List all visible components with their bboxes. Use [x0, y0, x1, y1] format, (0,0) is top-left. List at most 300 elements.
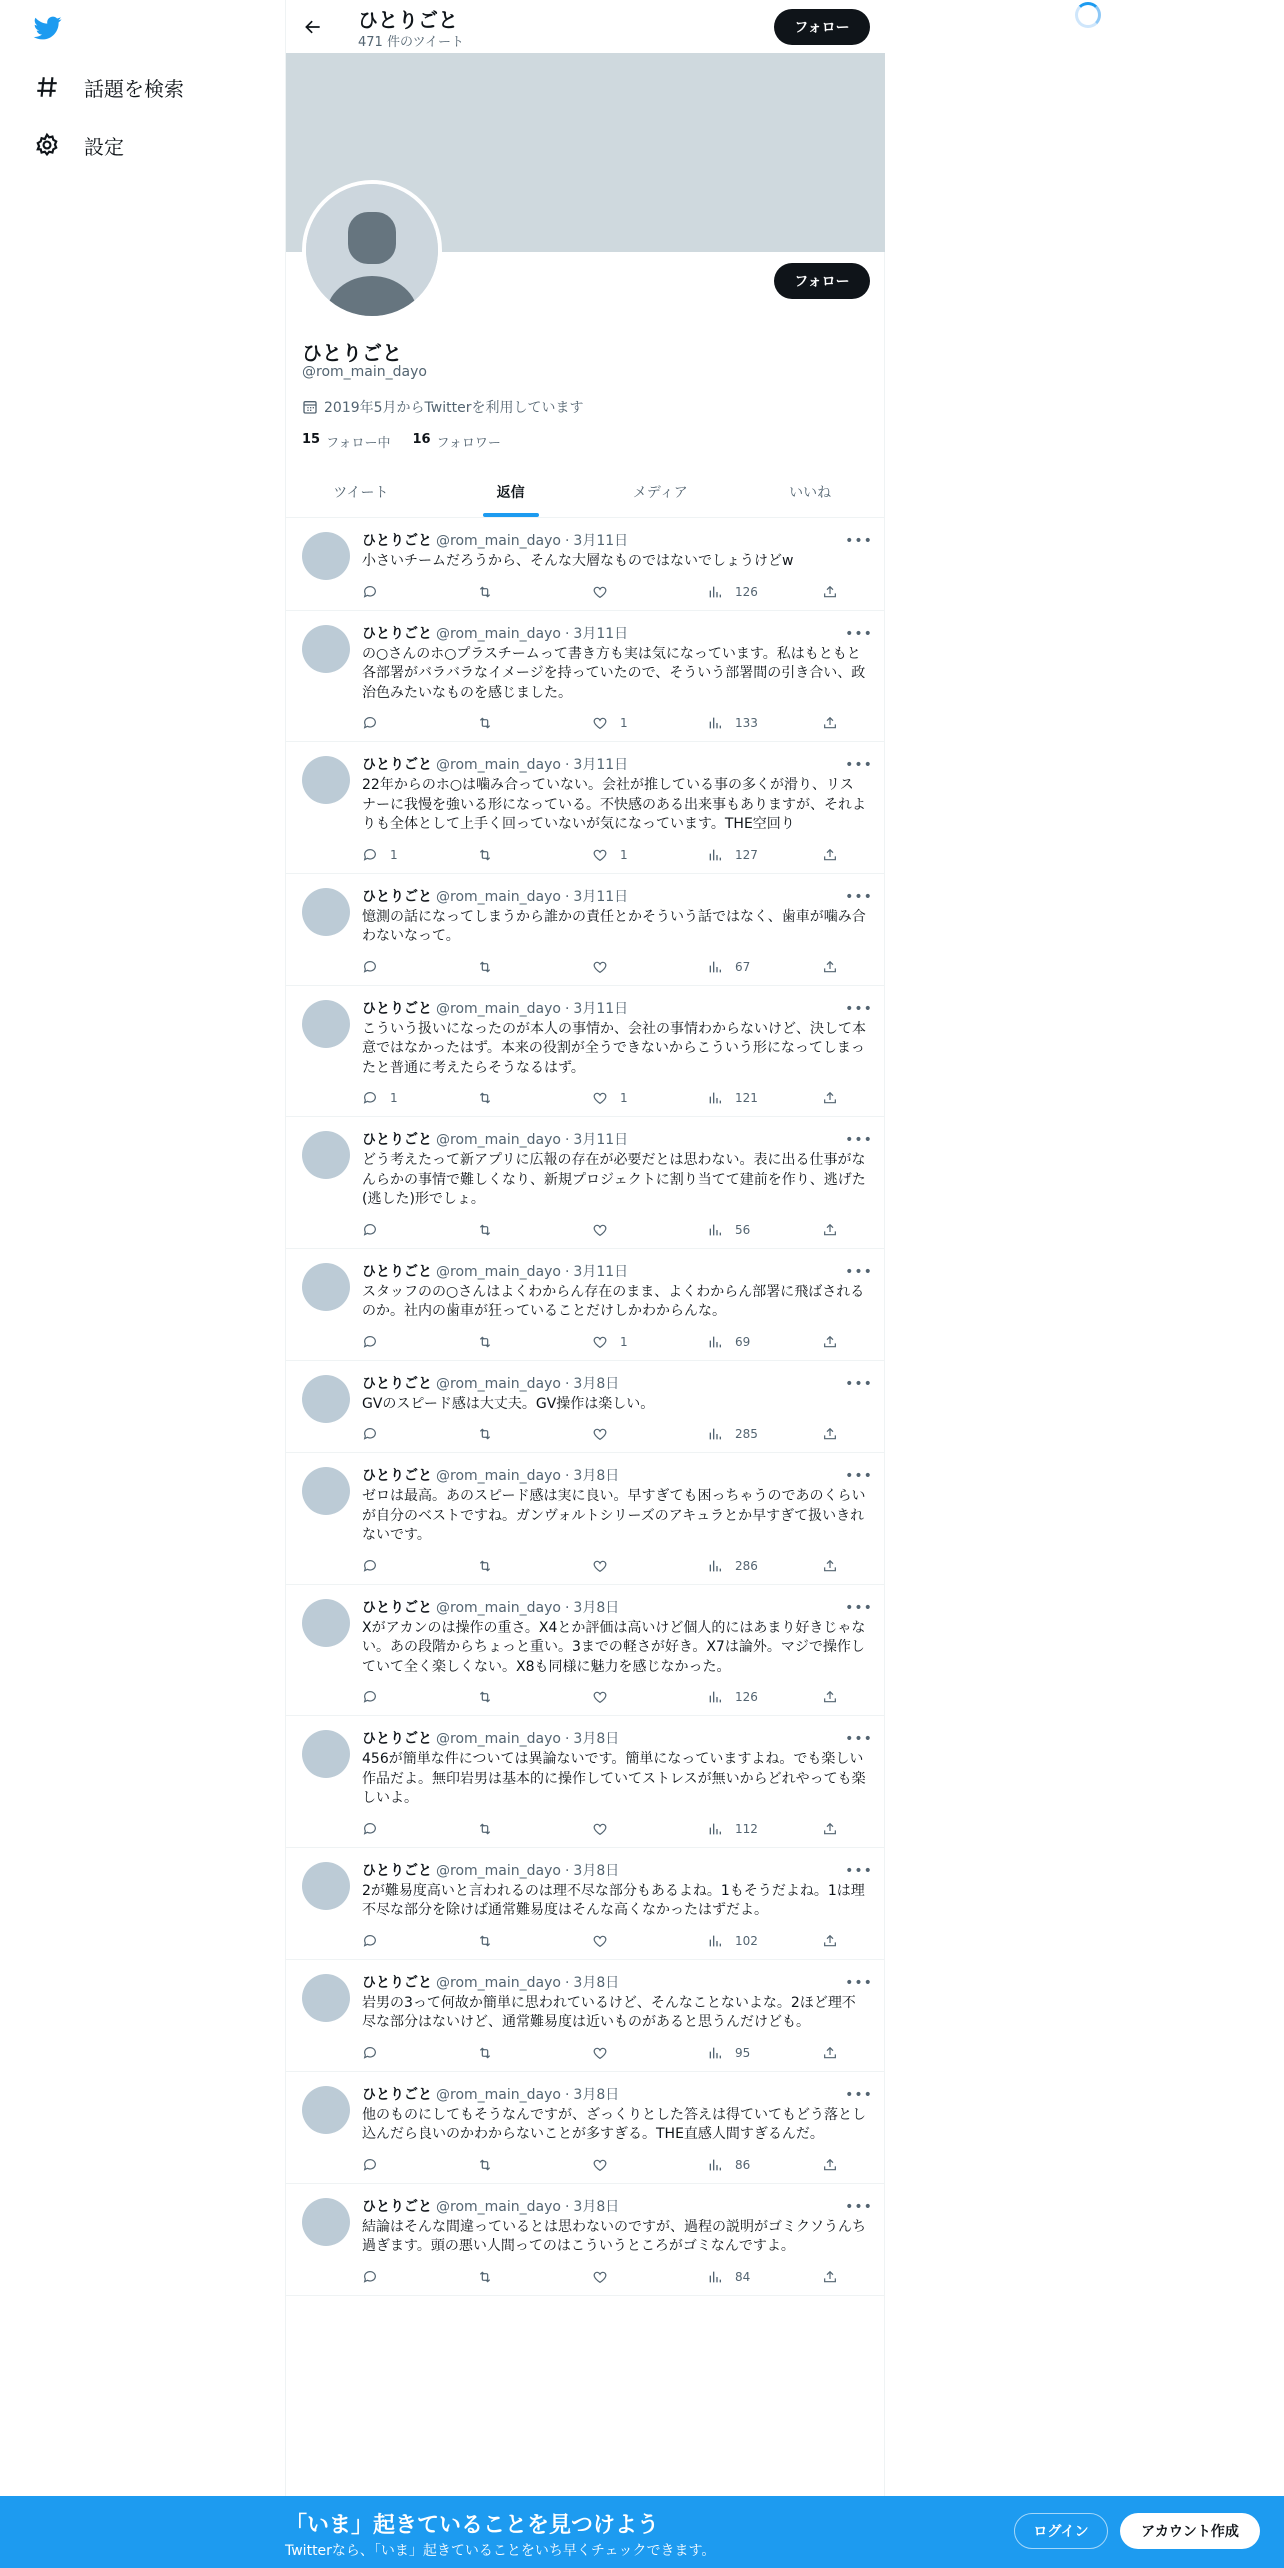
tweet-avatar[interactable] [302, 625, 350, 673]
tweet-date[interactable]: 3月11日 [573, 625, 629, 642]
retweet-button[interactable] [477, 1426, 592, 1442]
reply-button[interactable] [362, 2157, 477, 2173]
share-button[interactable] [822, 2269, 852, 2285]
profile-header-bar [286, 0, 885, 53]
back-button[interactable] [296, 10, 330, 44]
tweet-text: 22年からのホ○は噛み合っていない。会社が推している事の多くが滑り、リスナーに我慢を強いる形になっている。不快感のある出来事もありますが、それよりも全体として上手く回っていないが気になっています。THE空回り [362, 777, 866, 832]
heart-icon [592, 847, 608, 863]
tweet-avatar[interactable] [302, 1375, 350, 1423]
tweet[interactable] [286, 742, 885, 874]
view-count: 56 [735, 1222, 751, 1237]
share-button[interactable] [822, 1334, 852, 1350]
like-button[interactable] [592, 715, 707, 731]
tweet-author-name[interactable]: ひとりごと [362, 1000, 432, 1017]
share-button[interactable] [822, 715, 852, 731]
bar-chart-icon [707, 847, 723, 863]
more-options-icon[interactable]: ••• [845, 1599, 873, 1616]
retweet-button[interactable] [477, 2269, 592, 2285]
heart-icon [592, 2157, 608, 2173]
bar-chart-icon [707, 959, 723, 975]
tweet-dot: · [564, 1862, 570, 1879]
retweet-button[interactable] [477, 2045, 592, 2061]
reply-icon [362, 1222, 378, 1238]
tweet-text: Xがアカンのは操作の重さ。X4とか評価は高いけど個人的にはあまり好きじゃない。あの段階からちょっと重い。3までの軽さが好き。X7は論外。マジで操作していて全く楽しくない。X8も同様に魅力を感じなかった。 [362, 1619, 866, 1675]
share-icon [822, 2269, 838, 2285]
share-button[interactable] [822, 959, 852, 975]
followers-link[interactable] [412, 432, 500, 451]
share-button[interactable] [822, 1933, 852, 1949]
share-icon [822, 1558, 838, 1574]
tweet-dot: · [564, 888, 570, 905]
share-button[interactable] [822, 1090, 852, 1106]
retweet-button[interactable] [477, 715, 592, 731]
bar-chart-icon [707, 2157, 723, 2173]
tweet-author-name[interactable]: ひとりごと [362, 888, 432, 905]
views-button[interactable] [707, 1334, 822, 1350]
tab-media[interactable]: メディア [632, 484, 688, 501]
share-icon [822, 584, 838, 600]
signup-prompt-subtitle: Twitterなら、「いま」起きていることをいち早くチェックできます。 [285, 2543, 716, 2559]
bar-chart-icon [707, 2269, 723, 2285]
twitter-bird-icon[interactable] [32, 14, 64, 42]
tweet-header [362, 1599, 873, 1617]
tweet[interactable] [286, 611, 885, 743]
views-button[interactable] [707, 959, 822, 975]
tweet-author-name[interactable]: ひとりごと [362, 1468, 432, 1484]
tweet-text: こういう扱いになったのが本人の事情か、会社の事情わからないけど、決して本意ではなかったはず。本来の役割が全うできないからこういう形になってしまったと普通に考えたらそうなるはず。 [362, 1020, 866, 1076]
retweet-icon [477, 1090, 493, 1106]
share-icon [822, 2045, 838, 2061]
retweet-button[interactable] [477, 1222, 592, 1238]
tweet-author-name[interactable]: ひとりごと [362, 757, 432, 773]
share-icon [822, 847, 838, 863]
tweet-text: 小さいチームだろうから、そんな大層なものではないでしょうけどw [362, 553, 794, 569]
view-count: 133 [735, 716, 758, 730]
more-options-icon[interactable]: ••• [845, 888, 873, 905]
tweet-actions [362, 1424, 869, 1444]
more-options-icon[interactable]: ••• [845, 1468, 873, 1484]
tweet-dot: · [564, 1974, 570, 1991]
view-count: 285 [735, 1427, 758, 1441]
tweet-count: 471 件のツイート [358, 35, 465, 50]
tab-likes[interactable]: いいね [789, 484, 832, 501]
tweet[interactable] [286, 1117, 885, 1249]
heart-icon [592, 1689, 608, 1705]
reply-icon [362, 1334, 378, 1350]
like-button[interactable] [592, 847, 707, 863]
like-button[interactable] [592, 2157, 707, 2173]
reply-count: 1 [390, 1091, 398, 1105]
retweet-icon [477, 584, 493, 600]
like-button[interactable] [592, 1558, 707, 1574]
follow-button-header[interactable]: フォロー [774, 9, 870, 45]
retweet-button[interactable] [477, 1933, 592, 1949]
more-options-icon[interactable]: ••• [845, 533, 873, 549]
share-icon [822, 715, 838, 731]
like-button[interactable] [592, 959, 707, 975]
retweet-icon [477, 2157, 493, 2173]
tweet-author-name[interactable]: ひとりごと [362, 2086, 432, 2103]
reply-button[interactable] [362, 1334, 477, 1350]
retweet-icon [477, 2269, 493, 2285]
bar-chart-icon [707, 1334, 723, 1350]
heart-icon [592, 1558, 608, 1574]
views-button[interactable] [707, 2045, 822, 2061]
tweet-author-name[interactable]: ひとりごと [362, 1132, 432, 1148]
views-button[interactable] [707, 1933, 822, 1949]
more-options-icon[interactable]: ••• [845, 625, 873, 642]
views-button[interactable] [707, 1090, 822, 1106]
like-button[interactable] [592, 1090, 707, 1106]
tweet[interactable] [286, 1249, 885, 1361]
tweet-header [362, 1862, 873, 1880]
tweet[interactable] [286, 874, 885, 986]
more-options-icon[interactable]: ••• [845, 2198, 873, 2215]
tab-tweets[interactable]: ツイート [333, 484, 389, 501]
more-options-icon[interactable]: ••• [845, 2086, 873, 2103]
reply-icon [362, 1090, 378, 1106]
tweet-text: スタッフのの○さんはよくわからん存在のまま、よくわからん部署に飛ばされるのか。社内の歯車が狂っていることだけしかわからんな。 [362, 1283, 865, 1319]
following-label: フォロー中 [326, 436, 391, 451]
bar-chart-icon [707, 1222, 723, 1238]
tweet-date[interactable]: 3月8日 [573, 1974, 620, 1991]
tweet-actions [362, 2043, 869, 2063]
view-count: 126 [735, 1690, 758, 1704]
retweet-button[interactable] [477, 1558, 592, 1574]
heart-icon [592, 2045, 608, 2061]
bar-chart-icon [707, 1558, 723, 1574]
tweet[interactable] [286, 1716, 885, 1848]
reply-button[interactable] [362, 1821, 477, 1837]
share-icon [822, 1689, 838, 1705]
tweet-author-handle[interactable]: @rom_main_dayo [436, 1731, 561, 1747]
tweet-header [362, 1974, 873, 1992]
tweet-date[interactable]: 3月11日 [573, 757, 629, 773]
following-link[interactable] [302, 432, 390, 451]
tweet-avatar[interactable] [302, 888, 350, 936]
share-button[interactable] [822, 1821, 852, 1837]
tweet-author-handle[interactable]: @rom_main_dayo [436, 1599, 561, 1616]
share-button[interactable] [822, 1222, 852, 1238]
tweet[interactable] [286, 1453, 885, 1585]
share-icon [822, 2157, 838, 2173]
tweet-date[interactable]: 3月8日 [573, 1375, 620, 1392]
more-options-icon[interactable]: ••• [845, 1263, 873, 1280]
retweet-button[interactable] [477, 1334, 592, 1350]
like-button[interactable] [592, 1426, 707, 1442]
tweet-dot: · [564, 2086, 570, 2103]
reply-button[interactable] [362, 1933, 477, 1949]
tweet-date[interactable]: 3月8日 [573, 2086, 620, 2103]
views-button[interactable] [707, 847, 822, 863]
tweet-author-handle[interactable]: @rom_main_dayo [436, 1375, 561, 1392]
tweet-actions [362, 1332, 869, 1352]
views-button[interactable] [707, 1426, 822, 1442]
tweet-author-name[interactable]: ひとりごと [362, 1263, 432, 1280]
tweet-avatar[interactable] [302, 532, 350, 580]
tweet-dot: · [564, 1468, 570, 1484]
join-date [302, 397, 583, 417]
tweet-author-handle[interactable]: @rom_main_dayo [436, 757, 561, 773]
sidebar-item-label: 設定 [84, 134, 124, 159]
more-options-icon[interactable]: ••• [845, 1731, 873, 1747]
tweet-dot: · [564, 625, 570, 642]
reply-button[interactable] [362, 1689, 477, 1705]
like-button[interactable] [592, 1821, 707, 1837]
follow-stats [302, 432, 523, 451]
share-button[interactable] [822, 584, 852, 600]
share-icon [822, 959, 838, 975]
retweet-button[interactable] [477, 2157, 592, 2173]
reply-icon [362, 1821, 378, 1837]
default-avatar-icon [306, 184, 438, 316]
tweet-header [362, 1000, 873, 1018]
share-button[interactable] [822, 1426, 852, 1442]
login-button[interactable]: ログイン [1014, 2513, 1108, 2549]
signup-button[interactable]: アカウント作成 [1120, 2513, 1260, 2549]
tweet-avatar[interactable] [302, 1131, 350, 1179]
tweet-text: 2が難易度高いと言われるのは理不尽な部分もあるよね。1もそうだよね。1は理不尽な部分を除けば通常難易度はそんな高くなかったはずだよ。 [362, 1882, 865, 1918]
reply-icon [362, 959, 378, 975]
tweet-text: 456が簡単な件については異論ないです。簡単になっていますよね。でも楽しい作品だよ。無印岩男は基本的に操作していてストレスが無いからどれやっても楽しいよ。 [362, 1751, 866, 1806]
like-button[interactable] [592, 584, 707, 600]
tab-replies[interactable]: 返信 [436, 466, 586, 517]
tweet-avatar[interactable] [302, 1974, 350, 2022]
tweet-date[interactable]: 3月8日 [573, 1731, 620, 1747]
tweet-author-handle[interactable]: @rom_main_dayo [436, 2198, 561, 2215]
tweet-author-handle[interactable]: @rom_main_dayo [436, 1263, 561, 1280]
tweet[interactable] [286, 2184, 885, 2296]
share-button[interactable] [822, 2045, 852, 2061]
tweet-author-handle[interactable]: @rom_main_dayo [436, 2086, 561, 2103]
like-button[interactable] [592, 1933, 707, 1949]
reply-count: 1 [390, 847, 398, 862]
follow-button[interactable]: フォロー [774, 263, 870, 299]
tweet-actions [362, 1687, 869, 1707]
tweet-text: 結論はそんな間違っているとは思わないのですが、過程の説明がゴミクソうんち過ぎます。頭の悪い人間ってのはこういうところがゴミなんですよ。 [362, 2218, 866, 2254]
tweet-avatar[interactable] [302, 1263, 350, 1311]
sidebar-item-explore[interactable] [34, 67, 184, 107]
tweet-author-handle[interactable]: @rom_main_dayo [436, 1132, 561, 1148]
more-options-icon[interactable]: ••• [845, 1974, 873, 1991]
tweet-author-handle[interactable]: @rom_main_dayo [436, 625, 561, 642]
tweet-actions [362, 713, 869, 733]
heart-icon [592, 1334, 608, 1350]
profile-tabs [286, 466, 885, 518]
views-button[interactable] [707, 715, 822, 731]
reply-button[interactable] [362, 959, 477, 975]
view-count: 84 [735, 2269, 751, 2284]
retweet-button[interactable] [477, 1821, 592, 1837]
tweet-author-name[interactable]: ひとりごと [362, 1599, 432, 1616]
reply-button[interactable] [362, 2269, 477, 2285]
tweet-actions [362, 582, 869, 602]
tweet-actions [362, 957, 869, 977]
sidebar-item-settings[interactable] [34, 125, 124, 165]
tweet-avatar[interactable] [302, 1862, 350, 1910]
retweet-button[interactable] [477, 1689, 592, 1705]
tweet-dot: · [564, 533, 570, 549]
tweet-author-handle[interactable]: @rom_main_dayo [436, 533, 561, 549]
tweet[interactable] [286, 518, 885, 611]
tweet-text: どう考えたって新アプリに広報の存在が必要だとは思わない。表に出る仕事がなんらかの事情で難しくなり、新規プロジェクトに割り当てて建前を作り、逃げた(逃した)形でしょ。 [362, 1152, 866, 1207]
more-options-icon[interactable]: ••• [845, 1132, 873, 1148]
tweet-header [362, 532, 873, 550]
tweet-date[interactable]: 3月8日 [573, 1862, 620, 1879]
tweet-dot: · [564, 1263, 570, 1280]
tweet-date[interactable]: 3月11日 [573, 1132, 629, 1148]
share-button[interactable] [822, 1689, 852, 1705]
tweet-text: 岩男の3って何故か簡単に思われているけど、そんなことないよな。2ほど理不尽な部分はないけど、通常難易度は近いものがあると思うんだけども。 [362, 1994, 856, 2030]
more-options-icon[interactable]: ••• [845, 1000, 873, 1017]
profile-handle: @rom_main_dayo [302, 364, 427, 380]
like-button[interactable] [592, 1689, 707, 1705]
share-icon [822, 1821, 838, 1837]
bar-chart-icon [707, 1689, 723, 1705]
view-count: 86 [735, 2157, 751, 2172]
like-button[interactable] [592, 1222, 707, 1238]
reply-button[interactable] [362, 847, 477, 863]
tweet-actions [362, 1220, 869, 1240]
share-icon [822, 1222, 838, 1238]
retweet-button[interactable] [477, 847, 592, 863]
more-options-icon[interactable]: ••• [845, 1375, 873, 1392]
bar-chart-icon [707, 1090, 723, 1106]
tweet-author-handle[interactable]: @rom_main_dayo [436, 1974, 561, 1991]
tweet-date[interactable]: 3月11日 [573, 1263, 629, 1280]
tweet-author-name[interactable]: ひとりごと [362, 1731, 432, 1747]
tweet-author-name[interactable]: ひとりごと [362, 1974, 432, 1991]
retweet-icon [477, 1222, 493, 1238]
reply-button[interactable] [362, 1090, 477, 1106]
tweet-avatar[interactable] [302, 1467, 350, 1515]
tweet[interactable] [286, 1960, 885, 2072]
tweet-date[interactable]: 3月8日 [573, 1468, 620, 1484]
like-count: 1 [620, 1091, 628, 1105]
views-button[interactable] [707, 2269, 822, 2285]
tweet[interactable] [286, 986, 885, 1118]
bar-chart-icon [707, 715, 723, 731]
tweet-header [362, 2198, 873, 2216]
view-count: 126 [735, 584, 758, 599]
tweet-author-name[interactable]: ひとりごと [362, 625, 432, 642]
more-options-icon[interactable]: ••• [845, 1862, 873, 1879]
heart-icon [592, 1821, 608, 1837]
tweet-actions [362, 1819, 869, 1839]
tweet[interactable] [286, 2072, 885, 2184]
bar-chart-icon [707, 1821, 723, 1837]
heart-icon [592, 584, 608, 600]
views-button[interactable] [707, 2157, 822, 2173]
tweet-avatar[interactable] [302, 1730, 350, 1778]
profile-name: ひとりごと [302, 341, 402, 365]
share-button[interactable] [822, 847, 852, 863]
tweet-date[interactable]: 3月11日 [573, 888, 629, 905]
bar-chart-icon [707, 1426, 723, 1442]
tweet[interactable] [286, 1361, 885, 1454]
retweet-icon [477, 1558, 493, 1574]
tweet-author-handle[interactable]: @rom_main_dayo [436, 888, 561, 905]
tweet-text: GVのスピード感は大丈夫。GV操作は楽しい。 [362, 1395, 655, 1412]
join-date-text: 2019年5月からTwitterを利用しています [324, 400, 584, 416]
reply-icon [362, 2045, 378, 2061]
share-icon [822, 1933, 838, 1949]
retweet-icon [477, 715, 493, 731]
reply-button[interactable] [362, 584, 477, 600]
reply-button[interactable] [362, 715, 477, 731]
followers-label: フォロワー [436, 436, 501, 451]
tweet-author-name[interactable]: ひとりごと [362, 533, 432, 549]
reply-icon [362, 847, 378, 863]
views-button[interactable] [707, 1558, 822, 1574]
tweet-author-name[interactable]: ひとりごと [362, 2198, 432, 2215]
tweet-dot: · [564, 1000, 570, 1017]
tweet-author-handle[interactable]: @rom_main_dayo [436, 1000, 561, 1017]
tweet-date[interactable]: 3月11日 [573, 1000, 629, 1017]
retweet-icon [477, 847, 493, 863]
followers-count: 16 [412, 432, 431, 447]
avatar[interactable] [302, 180, 442, 320]
like-count: 1 [620, 1334, 628, 1349]
views-button[interactable] [707, 1689, 822, 1705]
tweet-author-name[interactable]: ひとりごと [362, 1375, 432, 1392]
tweet-dot: · [564, 1132, 570, 1148]
tweet-author-name[interactable]: ひとりごと [362, 1862, 432, 1879]
like-button[interactable] [592, 2045, 707, 2061]
more-options-icon[interactable]: ••• [845, 757, 873, 773]
tweet-avatar[interactable] [302, 1000, 350, 1048]
share-button[interactable] [822, 1558, 852, 1574]
tweet-dot: · [564, 1375, 570, 1392]
tweet-avatar[interactable] [302, 2086, 350, 2134]
retweet-button[interactable] [477, 959, 592, 975]
page-title: ひとりごと [358, 8, 458, 32]
gear-icon [34, 132, 60, 158]
retweet-button[interactable] [477, 1090, 592, 1106]
tweet-list [286, 518, 885, 2296]
like-button[interactable] [592, 2269, 707, 2285]
reply-button[interactable] [362, 1222, 477, 1238]
tweet-date[interactable]: 3月11日 [573, 533, 629, 549]
share-button[interactable] [822, 2157, 852, 2173]
tweet-author-handle[interactable]: @rom_main_dayo [436, 1468, 561, 1484]
loading-spinner-icon [1075, 2, 1101, 28]
like-button[interactable] [592, 1334, 707, 1350]
retweet-icon [477, 1689, 493, 1705]
tweet-date[interactable]: 3月8日 [573, 1599, 620, 1616]
heart-icon [592, 959, 608, 975]
tweet[interactable] [286, 1848, 885, 1960]
tweet-avatar[interactable] [302, 756, 350, 804]
tweet-date[interactable]: 3月8日 [573, 2198, 620, 2215]
reply-button[interactable] [362, 1558, 477, 1574]
retweet-button[interactable] [477, 584, 592, 600]
views-button[interactable] [707, 1222, 822, 1238]
tweet-author-handle[interactable]: @rom_main_dayo [436, 1862, 561, 1879]
heart-icon [592, 1222, 608, 1238]
view-count: 69 [735, 1334, 751, 1349]
view-count: 121 [735, 1091, 758, 1105]
tweet-avatar[interactable] [302, 1599, 350, 1647]
tweet-header [362, 1263, 873, 1281]
reply-button[interactable] [362, 2045, 477, 2061]
views-button[interactable] [707, 584, 822, 600]
heart-icon [592, 1426, 608, 1442]
views-button[interactable] [707, 1821, 822, 1837]
reply-button[interactable] [362, 1426, 477, 1442]
tweet[interactable] [286, 1585, 885, 1717]
tweet-avatar[interactable] [302, 2198, 350, 2246]
